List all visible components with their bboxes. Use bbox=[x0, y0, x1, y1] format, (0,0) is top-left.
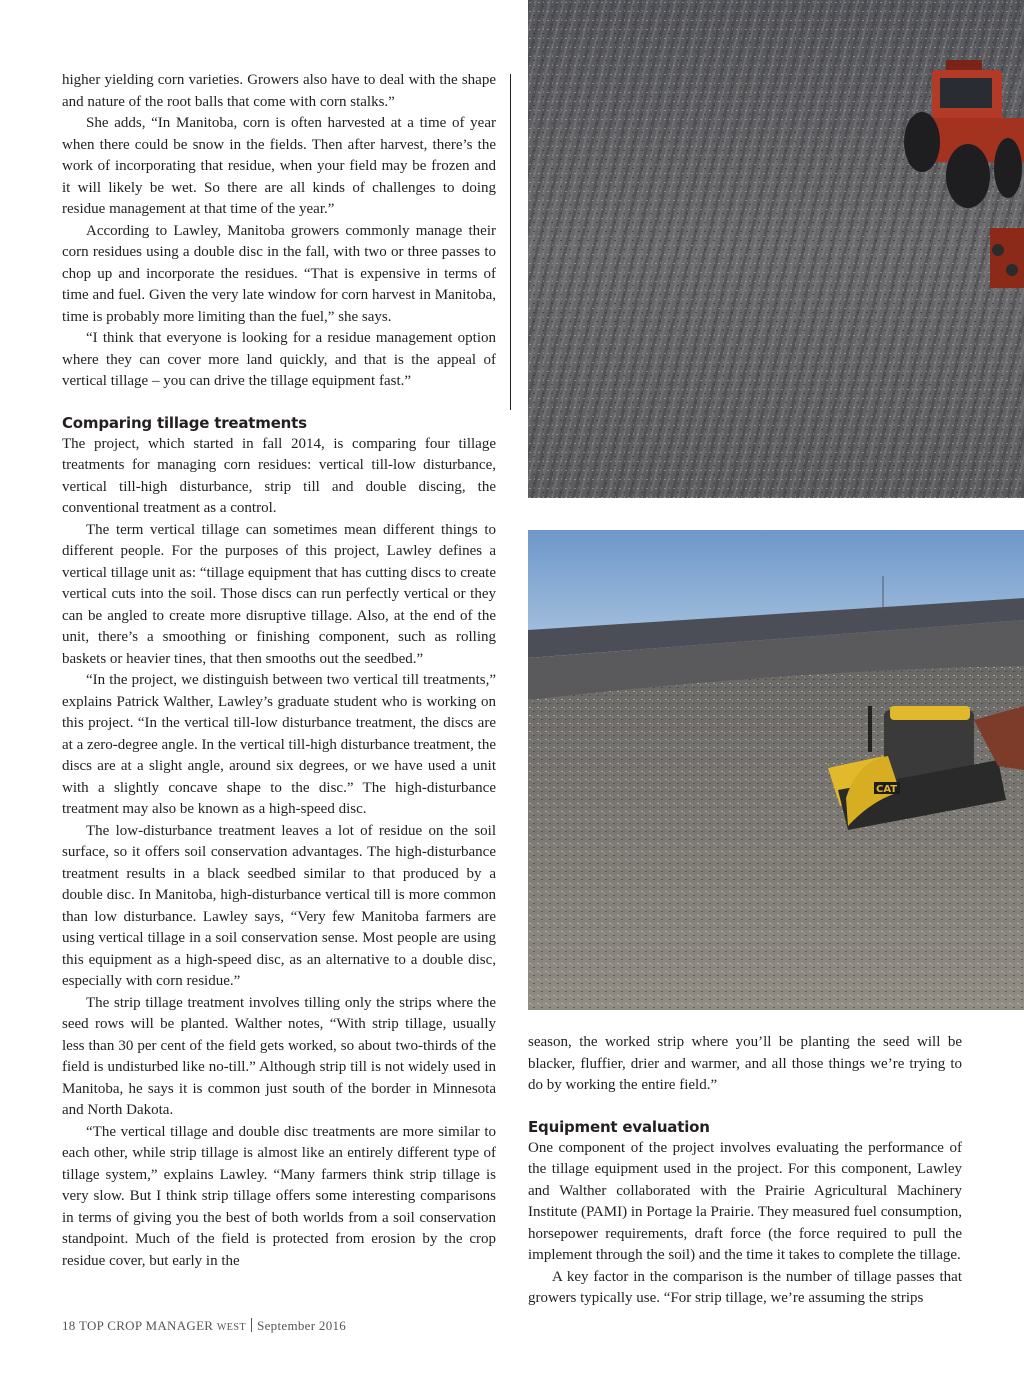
magazine-name: TOP CROP MANAGER bbox=[78, 1318, 214, 1333]
paragraph: season, the worked strip where you’ll be planting the seed will be blacker, fluffier, drier and warmer, and all those things we’re trying to do by working the entire field.” bbox=[528, 1034, 962, 1093]
page-number: 18 bbox=[62, 1318, 76, 1333]
footer-divider bbox=[251, 1318, 252, 1332]
paragraph: “The vertical tillage and double disc treatments are more similar to each other, while strip tillage is almost like an entirely different type of tillage system,” explains Lawley. “Many farmers think strip tillage is very slow. But I think strip tillage offers some interesting comparisons in terms of giving you the best of both worlds from a soil conservation standpoint. Much of the field is protected from erosion by the crop residue cover, but early in the bbox=[62, 1123, 496, 1269]
edition-label: WEST bbox=[216, 1322, 247, 1333]
issue-date: September 2016 bbox=[257, 1318, 347, 1333]
photo-red-tractor-image bbox=[528, 0, 1024, 498]
photo-yellow-tractor-image bbox=[528, 530, 1024, 1010]
paragraph: “In the project, we distinguish between two vertical till treatments,” explains Patrick Walther, Lawley’s graduate student who is working on this project. “In the vertical till-low disturbance treatment, the discs are at a zero-degree angle. In the vertical till-high disturbance treatment, the discs are at a slight angle, around six degrees, or we have used a unit with a slightly concave shape to the disc.” The high-disturbance treatment may also be known as a high-speed disc. bbox=[62, 672, 496, 817]
cat-logo: CAT bbox=[876, 784, 898, 795]
section-heading: Comparing tillage treatments bbox=[62, 413, 307, 432]
photo-red-tractor bbox=[528, 0, 1024, 498]
paragraph: The term vertical tillage can sometimes mean different things to different people. For the purposes of this project, Lawley defines a vertical tillage unit as: “tillage equipment that has cutting discs to create vertical cuts into the soil. Those discs can run perfectly vertical or they can be angled to create more disruptive tillage. Also, at the end of the unit, there’s a smoothing or finishing component, such as rolling baskets or heavier tines, that then smooths out the seedbed.” bbox=[62, 521, 496, 667]
paragraph: higher yielding corn varieties. Growers also have to deal with the shape and nature of the root balls that come with corn stalks.” bbox=[62, 72, 496, 110]
paragraph: One component of the project involves evaluating the performance of the tillage equipment used in the project. For this component, Lawley and Walther collaborated with the Prairie Agricultural Machinery Institute (PAMI) in Portage la Prairie. They measured fuel consumption, horsepower requirements, draft force (the force required to pull the implement through the soil) and the time it takes to complete the tillage. bbox=[528, 1139, 962, 1263]
paragraph: The low-disturbance treatment leaves a lot of residue on the soil surface, so it offers soil conservation advantages. The high-disturbance treatment results in a black seedbed similar to that produced by a double disc. In Manitoba, high-disturbance vertical till is more common than low disturbance. Lawley says, “Very few Manitoba farmers are using vertical tillage in a soil conservation sense. Most people are using this equipment as a high-speed disc, as an alternative to a double disc, especially with corn residue.” bbox=[62, 822, 496, 989]
section-heading: Equipment evaluation bbox=[528, 1117, 710, 1136]
paragraph: The project, which started in fall 2014, is comparing four tillage treatments for managing corn residues: vertical till-low disturbance, vertical till-high disturbance, strip till and double discing, the conventional treatment as a control. bbox=[62, 435, 496, 516]
left-column bbox=[62, 70, 496, 1272]
paragraph: A key factor in the comparison is the number of tillage passes that growers typically use. “For strip tillage, we’re assuming the strips bbox=[528, 1268, 962, 1306]
column-rule bbox=[510, 74, 511, 410]
paragraph: According to Lawley, Manitoba growers commonly manage their corn residues using a double disc in the fall, with two or three passes to chop up and incorporate the residues. “That is expensive in terms of time and fuel. Given the very late window for corn harvest in Manitoba, time is probably more limiting than the fuel,” she says. bbox=[62, 222, 496, 325]
page-footer bbox=[62, 1318, 346, 1334]
paragraph: The strip tillage treatment involves tilling only the strips where the seed rows will be planted. Walther notes, “With strip tillage, usually less than 30 per cent of the field gets worked, so about two-thirds of the field is undisturbed like no-till.” Although strip till is not widely used in Manitoba, he says it is common just south of the border in Minnesota and North Dakota. bbox=[62, 994, 496, 1118]
paragraph: “I think that everyone is looking for a residue management option where they can cover more land quickly, and that is the appeal of vertical tillage – you can drive the tillage equipment fast.” bbox=[62, 330, 496, 389]
photo-yellow-tractor bbox=[528, 530, 1024, 1010]
right-column bbox=[528, 1032, 962, 1310]
paragraph: She adds, “In Manitoba, corn is often harvested at a time of year when there could be snow in the fields. Then after harvest, there’s the work of incorporating that residue, when your field may be frozen and it will likely be wet. So there are all kinds of challenges to doing residue management at that time of the year.” bbox=[62, 115, 496, 217]
